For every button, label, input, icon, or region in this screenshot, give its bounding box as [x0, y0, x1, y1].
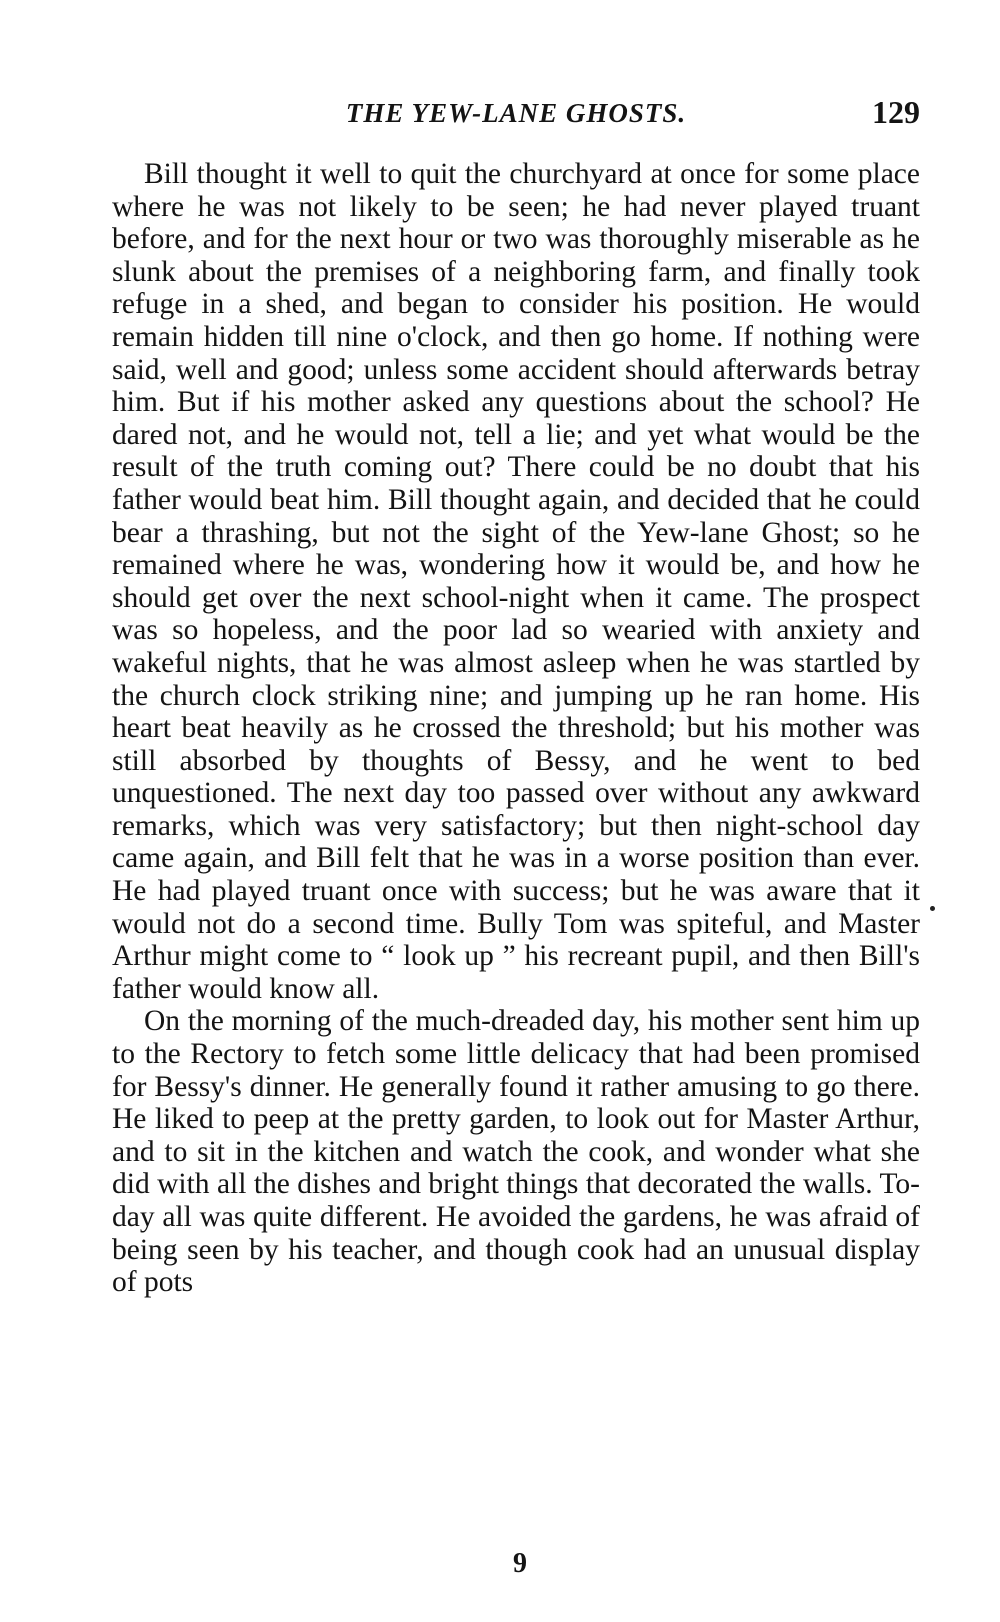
stray-ink-dot [930, 906, 935, 911]
page-number: 129 [872, 94, 920, 130]
paragraph-1: Bill thought it well to quit the churchyard at once for some place where he was not likely to be seen; he had never played truant before, and for the next hour or two was thoroughly miserable as he slunk about the premises of a neighboring farm, and finally took refuge in a shed, and began to consider his position. He would remain hidden till nine o'clock, and then go home. If nothing were said, well and good; unless some accident should afterwards betray him. But if his mother asked any questions about the school? He dared not, and he would not, tell a lie; and yet what would be the result of the truth coming out? There could be no doubt that his father would beat him. Bill thought again, and decided that he could bear a thrashing, but not the sight of the Yew-lane Ghost; so he remained where he was, wondering how it would be, and how he should get over the next school-night when it came. The prospect was so hopeless, and the poor lad so wearied with anxiety and wakeful nights, that he was almost asleep when he was startled by the church clock striking nine; and jumping up he ran home. His heart beat heavily as he crossed the threshold; but his mother was still absorbed by thoughts of Bessy, and he went to bed unquestioned. The next day too passed over without any awkward remarks, which was very satisfactory; but then night-school day came again, and Bill felt that he was in a worse position than ever. He had played truant once with success; but he was aware that it would not do a second time. Bully Tom was spiteful, and Master Arthur might come to “ look up ” his recreant pupil, and then Bill's father would know all. [112, 158, 920, 1005]
signature-number: 9 [513, 1548, 527, 1579]
paragraph-2: On the morning of the much-dreaded day, his mother sent him up to the Rectory to fetch some little delicacy that had been promised for Bessy's dinner. He generally found it rather amusing to go there. He liked to peep at the pretty garden, to look out for Master Arthur, and to sit in the kitchen and watch the cook, and wonder what she did with all the dishes and bright things that decorated the walls. To-day all was quite different. He avoided the gardens, he was afraid of being seen by his teacher, and though cook had an unusual display of pots [112, 1005, 920, 1299]
running-head [112, 92, 920, 138]
body-text [112, 158, 920, 1299]
signature-mark [0, 1548, 1000, 1580]
running-title: THE YEW-LANE GHOSTS. [345, 98, 687, 128]
